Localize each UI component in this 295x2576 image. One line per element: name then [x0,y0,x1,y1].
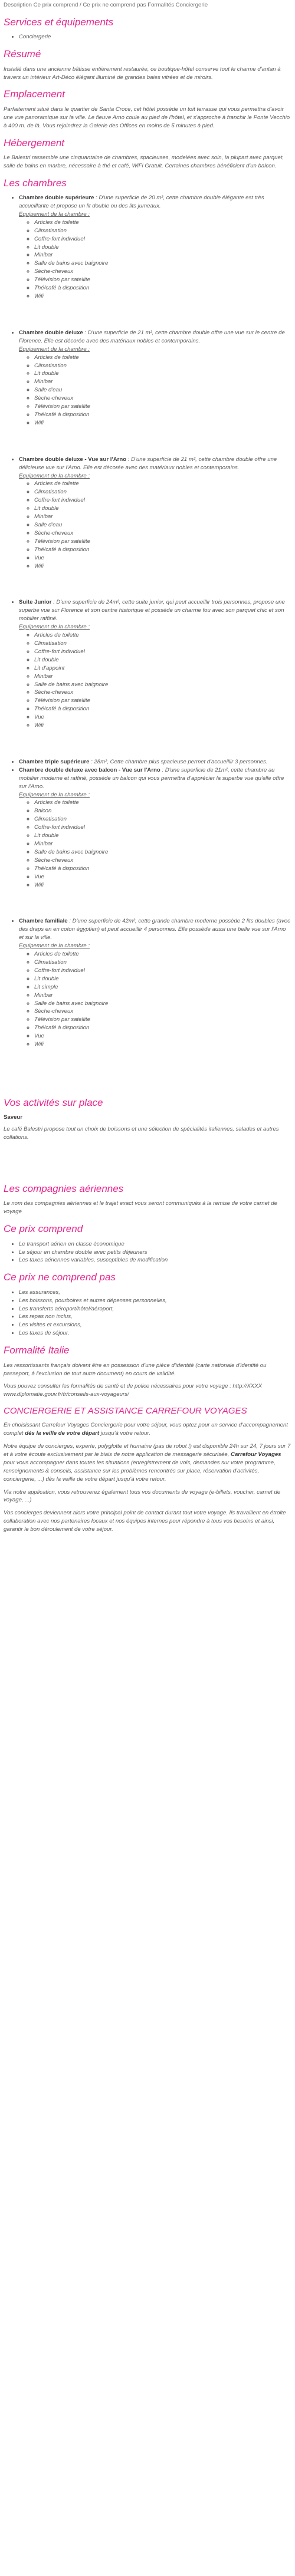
formalite-text-2: Vous pouvez consulter les formalités de santé et de police nécessaires pour votre voyage : http://XXXX www.diplomatie.gouv.fr/fr/conseils-aux-voyageurs/ [4,1383,263,1398]
equipment-item: ◦ Lit double [34,975,291,983]
room-name: Chambre familiale [19,918,68,925]
room-description: : D'une superficie de 21 m², cette chambre double offre une vue sur le centre de Florence. Elle est décorée avec des matériaux nobles et contemporains. [19,329,285,344]
prix-comprend-list [4,1240,291,1265]
equipment-item: ◦ Lit d'appoint [34,664,291,673]
equipment-item: ◦ Salle de bains avec baignoire [34,848,291,857]
activites-subtitle: Saveur [4,1114,22,1121]
prix-comprend-title: Ce prix comprend [4,1223,83,1235]
equipment-item: ◦ Climatisation [34,488,291,496]
rooms-list [4,194,291,1049]
activites-text: Le café Balestri propose tout un choix de boissons et une sélection de spécialités italiennes, salades et autres collations. [4,1126,279,1141]
room-description: : D'une superficie de 21m², cette chambre au mobilier moderne et raffiné, possède un balcon qui vous permettra d'apprécier la superbe vue qu'elle offre sur l'Arno. [19,766,284,790]
equipment-item: ◦ Minibar [34,513,291,521]
equipment-label: Equipement de la chambre : [19,210,90,218]
equipment-item: ◦ Vue [34,873,291,881]
equipment-item: ◦ Thé/café à disposition [34,546,291,554]
equipment-label: Equipement de la chambre : [19,624,90,631]
equipment-item: ◦ Lit double [34,656,291,664]
equipment-item: ◦ Coffre-fort individuel [34,235,291,243]
equipment-label: Equipement de la chambre : [19,472,90,479]
equipment-item: ◦ Coffre-fort individuel [34,496,291,505]
equipment-item: ◦ Articles de toilette [34,219,291,227]
equipment-item: ◦ Vue [34,713,291,722]
room-item [19,329,291,456]
room-item [19,917,291,1049]
equipment-item: ◦ Minibar [34,378,291,386]
equipment-list [19,219,291,301]
room-description: : D'une superficie de 20 m², cette chambre double élégante est très accueillante et propose un lit double ou des lits jumeaux. [19,195,264,210]
equipment-list [19,354,291,427]
equipment-item: ◦ Salle d'eau [34,521,291,529]
equipment-item: ◦ Télévision par satellite [34,1016,291,1024]
equipment-item: ◦ Sèche-cheveux [34,394,291,403]
compagnies-text: Le nom des compagnies aériennes et le trajet exact vous seront communiqués à la remise de votre carnet de voyage [4,1200,277,1215]
page-nav-line: Description Ce prix comprend / Ce prix ne comprend pas Formalités Conciergerie [4,2,208,8]
resume-text: Installé dans une ancienne bâtisse entièrement restaurée, ce boutique-hôtel conserve tout le charme d'antan à travers un intérieur Art-Déco élégant illuminé de grandes baies vitrées et de miroirs. [4,65,281,81]
equipment-item: ◦ Télévision par satellite [34,403,291,411]
conciergerie-title: CONCIERGERIE ET ASSISTANCE CARREFOUR VOYAGES [4,1406,247,1417]
prix-ne-comprend-title: Ce prix ne comprend pas [4,1271,116,1283]
equipment-item: ◦ Minibar [34,251,291,259]
room-item [19,598,291,758]
services-item: • Conciergerie [19,33,291,41]
room-item [19,456,291,599]
equipment-item: ◦ Vue [34,1032,291,1040]
equipment-item: ◦ Articles de toilette [34,631,291,640]
equipment-item: ◦ Salle de bains avec baignoire [34,259,291,268]
equipment-item: ◦ Sèche-cheveux [34,1007,291,1016]
prix-comprend-item: • Les taxes aériennes variables, susceptibles de modification [19,1256,291,1264]
equipment-item: ◦ Télévision par satellite [34,538,291,546]
equipment-item: ◦ Climatisation [34,958,291,967]
equipment-label: Equipement de la chambre : [19,943,90,950]
equipment-item: ◦ Sèche-cheveux [34,689,291,697]
equipment-item: ◦ Sèche-cheveux [34,529,291,538]
services-title: Services et équipements [4,16,114,28]
room-name: Chambre double deluxe [19,329,83,336]
equipment-item: ◦ Articles de toilette [34,480,291,488]
equipment-item: ◦ Thé/café à disposition [34,1024,291,1032]
equipment-item: ◦ Thé/café à disposition [34,411,291,419]
equipment-item: ◦ Minibar [34,991,291,1000]
equipment-item: ◦ Climatisation [34,815,291,823]
conciergerie-text-3: Via notre application, vous retrouverez également tous vos documents de voyage (e-billets, voucher, carnet de voyage, ...) [4,1488,281,1504]
services-list [4,33,291,41]
prix-ne-comprend-item: • Les repas non inclus, [19,1313,291,1321]
room-description: : D'une superficie de 21 m², cette chambre double offre une délicieuse vue sur l'Arno. Elle est décorée avec des matériaux nobles et contemporains. [19,456,277,471]
equipment-item: ◦ Lit double [34,243,291,252]
equipment-item: ◦ Lit double [34,505,291,513]
equipment-item: ◦ Thé/café à disposition [34,705,291,713]
equipment-list [19,631,291,730]
equipment-item: ◦ Climatisation [34,227,291,235]
conciergerie-text-2: Notre équipe de concierges, experte, polyglotte et humaine (pas de robot !) est disponible 24h sur 24, 7 jours sur 7 et à votre écoute exclusivement par le biais de notre application de messagerie sécurisée, Carrefour Voyages pour vous accompagner dans toutes les situations (enregistrement de vols, demandes sur votre programme, renseignements & conseils, assistance sur les problèmes rencontrés sur place, réservation d'activités, conciergerie, ...) dès la veille de votre départ jusqu'à votre retour. [4,1443,291,1483]
conciergerie-text-4: Vos concierges deviennent alors votre principal point de contact durant tout votre voyage. Ils travaillent en étroite collaboration avec nos partenaires locaux et nos équipes internes pour répondre à tous vos besoins et ainsi, garantir le bon déroulement de votre séjour. [4,1510,286,1533]
room-item [19,194,291,329]
room-name: Chambre double supérieure [19,195,94,202]
equipment-item: ◦ Wifi [34,881,291,890]
equipment-item: ◦ Articles de toilette [34,799,291,807]
equipment-item: ◦ Minibar [34,673,291,681]
equipment-list [19,950,291,1049]
room-name: Chambre double deluxe avec balcon - Vue sur l'Arno [19,766,160,773]
room-name: Suite Junior [19,599,52,606]
equipment-item: ◦ Thé/café à disposition [34,865,291,873]
equipment-item: ◦ Sèche-cheveux [34,268,291,276]
conciergerie-text-1: En choisissant Carrefour Voyages Conciergerie pour votre séjour, vous optez pour un service d'accompagnement complet dès la veille de votre départ jusqu'à votre retour. [4,1422,288,1437]
room-description: : D'une superficie de 42m², cette grande chambre moderne possède 2 lits doubles (avec des draps en en coton égyptien) et peut accueillir 4 personnes. Elle possède aussi une belle vue sur l'Arno et sur la ville. [19,918,290,941]
chambres-title: Les chambres [4,177,67,189]
equipment-item: ◦ Salle de bains avec baignoire [34,681,291,689]
room-item [19,758,291,766]
equipment-item: ◦ Télévision par satellite [34,276,291,284]
hebergement-text: Le Balestri rassemble une cinquantaine de chambres, spacieuses, modelées avec soin, la plupart avec parquet, salle de bains en marbre, nécessaire à thé et café, WiFi Gratuit. Certaines chambres bénéficient d'un balcon. [4,154,284,169]
equipment-item: ◦ Lit double [34,832,291,840]
equipment-item: ◦ Salle de bains avec baignoire [34,1000,291,1008]
prix-comprend-item: • Le transport aérien en classe économique [19,1240,291,1249]
prix-ne-comprend-item: • Les taxes de séjour. [19,1329,291,1338]
equipment-item: ◦ Wifi [34,292,291,301]
resume-title: Résumé [4,48,41,60]
equipment-item: ◦ Wifi [34,722,291,730]
equipment-item: ◦ Wifi [34,419,291,427]
equipment-item: ◦ Coffre-fort individuel [34,967,291,975]
equipment-list [19,480,291,570]
hebergement-title: Hébergement [4,137,65,149]
equipment-label: Equipement de la chambre : [19,791,90,798]
equipment-item: ◦ Lit simple [34,983,291,991]
equipment-item: ◦ Vue [34,554,291,562]
prix-comprend-item: • Le séjour en chambre double avec petits déjeuners [19,1249,291,1257]
equipment-item: ◦ Articles de toilette [34,950,291,958]
prix-ne-comprend-item: • Les assurances, [19,1289,291,1297]
equipment-item: ◦ Wifi [34,562,291,571]
activites-title: Vos activités sur place [4,1096,103,1108]
room-name: Chambre triple supérieure [19,758,90,765]
formalite-text-1: Les ressortissants français doivent être en possession d'une pièce d'identité (carte nationale d'identité ou passeport, à l'exclusion de tout autre document) en cours de validité. [4,1362,267,1377]
equipment-item: ◦ Minibar [34,840,291,848]
emplacement-text: Parfaitement situé dans le quartier de Santa Croce, cet hôtel possède un toit terrasse qui vous permettra d'avoir une vue panoramique sur la ville. Le fleuve Arno coule au pied de l'hôtel, et s'approche à franchir le Ponte Vecchio à 400 m. de là. Vous rejoindrez la Galerie des Offices en moins de 5 minutes à pied. [4,106,290,129]
equipment-item: ◦ Balcon [34,807,291,815]
prix-ne-comprend-item: • Les transferts aéroport/hôtel/aéroport, [19,1305,291,1313]
room-description: : 28m², Cette chambre plus spacieuse permet d'accueillir 3 personnes. [89,758,268,765]
emplacement-title: Emplacement [4,88,65,100]
equipment-item: ◦ Salle d'eau [34,386,291,394]
equipment-list [19,799,291,889]
formalite-title: Formalité Italie [4,1345,70,1356]
equipment-item: ◦ Télévision par satellite [34,697,291,705]
equipment-item: ◦ Articles de toilette [34,354,291,362]
room-item [19,766,291,918]
equipment-item: ◦ Climatisation [34,362,291,370]
equipment-label: Equipement de la chambre : [19,345,90,353]
equipment-item: ◦ Sèche-cheveux [34,857,291,865]
room-description: : D'une superficie de 24m², cette suite junior, qui peut accueillir trois personnes, propose une superbe vue sur Florence et son centre historique et possède un charme fou avec son parquet chic et son mobilier raffiné. [19,599,285,622]
equipment-item: ◦ Wifi [34,1040,291,1049]
equipment-item: ◦ Thé/café à disposition [34,284,291,292]
equipment-item: ◦ Lit double [34,370,291,378]
room-name: Chambre double deluxe - Vue sur l'Arno [19,456,127,463]
equipment-item: ◦ Climatisation [34,640,291,648]
equipment-item: ◦ Coffre-fort individuel [34,823,291,832]
equipment-item: ◦ Coffre-fort individuel [34,648,291,656]
compagnies-title: Les compagnies aériennes [4,1183,124,1195]
prix-ne-comprend-item: • Les visites et excursions, [19,1321,291,1329]
prix-ne-comprend-item: • Les boissons, pourboires et autres dépenses personnelles, [19,1297,291,1305]
prix-ne-comprend-list [4,1289,291,1338]
